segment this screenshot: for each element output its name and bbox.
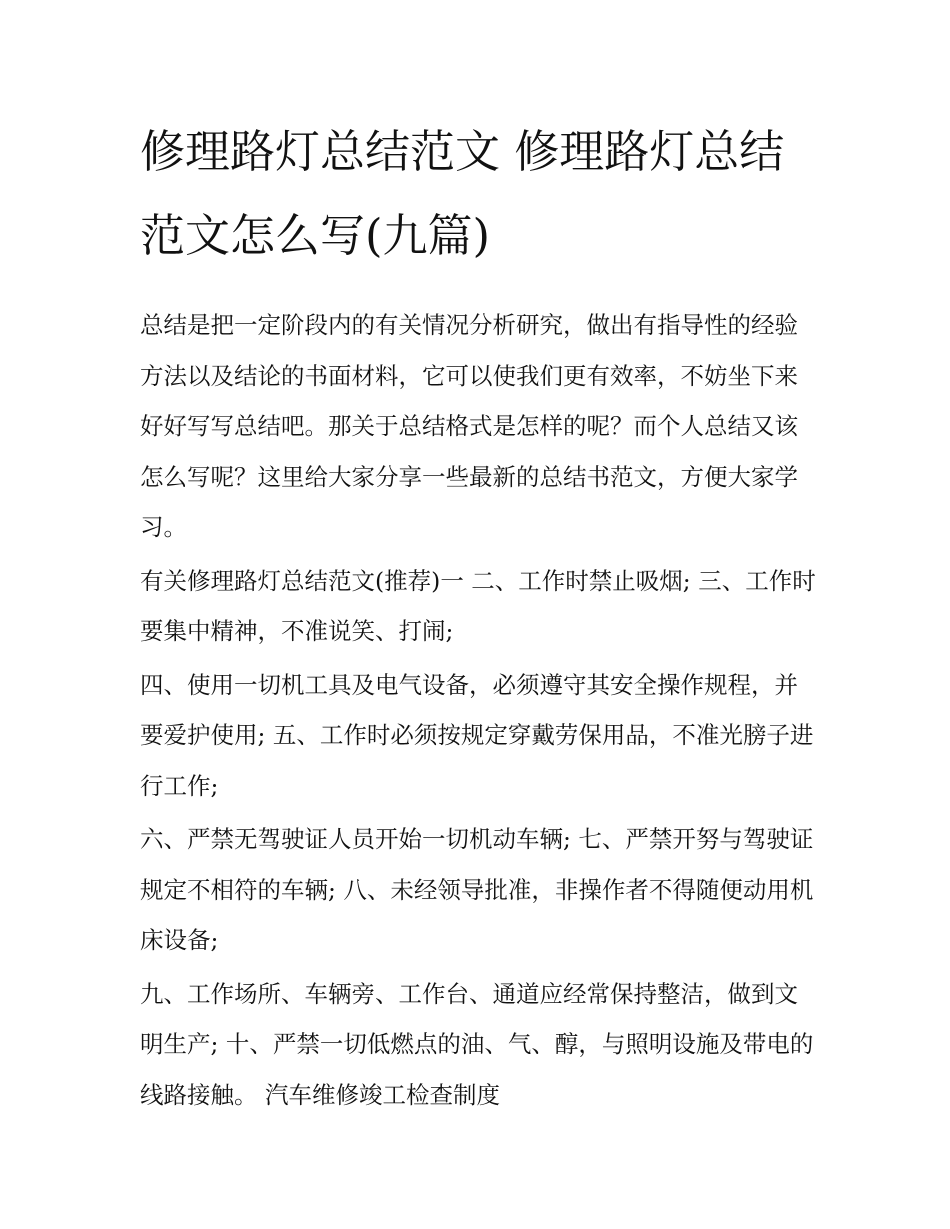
document-body xyxy=(140,300,820,1120)
paragraph-rules-4-5: 四、使用一切机工具及电气设备，必须遵守其安全操作规程，并要爱护使用; 五、工作时必须按规定穿戴劳保用品，不准光膀子进行工作; xyxy=(140,670,814,800)
document-page xyxy=(140,0,820,1123)
page-title: 修理路灯总结范文 修理路灯总结范文怎么写(九篇) xyxy=(140,125,785,262)
paragraph-rules-6-8: 六、严禁无驾驶证人员开始一切机动车辆; 七、严禁开努与驾驶证规定不相符的车辆; 八、未经领导批准，非操作者不得随便动用机床设备; xyxy=(140,825,814,954)
paragraph-rules-9-10: 九、工作场所、车辆旁、工作台、通道应经常保持整洁，做到文明生产; 十、严禁一切低燃点的油、气、醇，与照明设施及带电的线路接触。 汽车维修竣工检查制度 xyxy=(140,979,814,1109)
paragraph-intro: 总结是把一定阶段内的有关情况分析研究，做出有指导性的经验方法以及结论的书面材料，它可以使我们更有效率，不妨坐下来好好写写总结吧。那关于总结格式是怎样的呢？而个人总结又该怎么写呢？这里给大家分享一些最新的总结书范文，方便大家学习。 xyxy=(140,311,798,541)
paragraph-rules-2-3: 有关修理路灯总结范文(推荐)一 二、工作时禁止吸烟; 三、工作时要集中精神，不准说笑、打闹; xyxy=(140,566,816,645)
